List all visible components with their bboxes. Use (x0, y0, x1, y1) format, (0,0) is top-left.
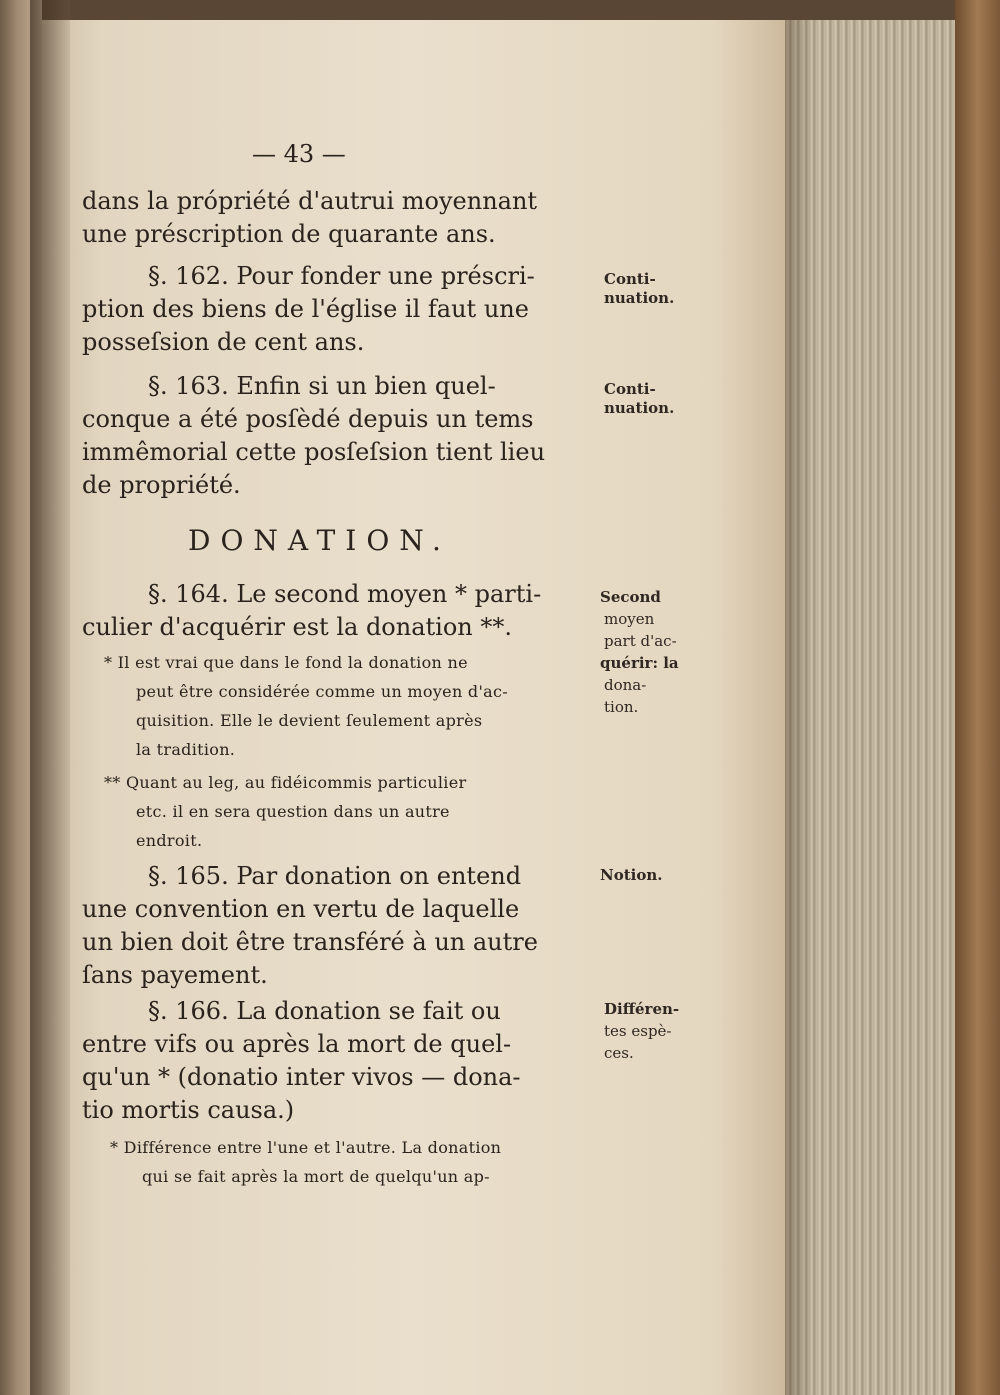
paragraph-166-line: §. 166. La donation se fait ou (148, 997, 501, 1025)
section-heading: DONATION. (188, 524, 451, 557)
margin-note: Notion. (600, 866, 663, 884)
footnote-line: qui se fait après la mort de quelqu'un ap- (142, 1167, 490, 1186)
margin-note: ces. (604, 1044, 634, 1062)
footnote-line: ** Quant au leg, au fidéicommis particulier (104, 773, 467, 792)
paragraph-162-line: posseſsion de cent ans. (82, 328, 365, 356)
margin-note: tes espè- (604, 1022, 672, 1040)
footnote-line: quisition. Elle le devient ſeulement après (136, 711, 483, 730)
footnote-line: * Différence entre l'une et l'autre. La donation (110, 1138, 502, 1157)
paragraph-166-line: qu'un * (donatio inter vivos — dona- (82, 1063, 521, 1091)
paragraph-165-line: ſans payement. (82, 961, 268, 989)
margin-note: tion. (604, 698, 639, 716)
paragraph-165-line: un bien doit être transféré à un autre (82, 928, 538, 956)
margin-note: nuation. (604, 289, 675, 307)
body-line: une préscription de quarante ans. (82, 220, 496, 248)
paragraph-164-line: §. 164. Le second moyen * parti- (148, 580, 542, 608)
footnote-line: etc. il en sera question dans un autre (136, 802, 450, 821)
paragraph-163-line: de propriété. (82, 471, 241, 499)
paragraph-163-line: conque a été posſèdé depuis un tems (82, 405, 534, 433)
margin-note: quérir: la (600, 654, 679, 672)
paragraph-166-line: tio mortis causa.) (82, 1096, 295, 1124)
paragraph-162-line: §. 162. Pour fonder une préscri- (148, 262, 535, 290)
paragraph-165-line: §. 165. Par donation on entend (148, 862, 522, 890)
margin-note: Conti- (604, 270, 656, 288)
margin-note: nuation. (604, 399, 675, 417)
paragraph-164-line: culier d'acquérir est la donation **. (82, 613, 513, 641)
paragraph-162-line: ption des biens de l'église il faut une (82, 295, 529, 323)
margin-note: dona- (604, 676, 647, 694)
footnote-line: * Il est vrai que dans le fond la donation ne (104, 653, 468, 672)
margin-note: moyen (604, 610, 655, 628)
page-number: — 43 — (252, 140, 346, 168)
margin-note: Second (600, 588, 661, 606)
body-line: dans la própriété d'autrui moyennant (82, 187, 538, 215)
footnote-line: la tradition. (136, 740, 236, 759)
footnote-line: peut être considérée comme un moyen d'ac- (136, 682, 508, 701)
margin-note: Conti- (604, 380, 656, 398)
paragraph-163-line: immêmorial cette posſeſsion tient lieu (82, 438, 546, 466)
book-gutter (30, 0, 70, 1395)
page-edge-shadow (785, 20, 815, 1395)
margin-note: part d'ac- (604, 632, 677, 650)
footnote-line: endroit. (136, 831, 203, 850)
paragraph-165-line: une convention en vertu de laquelle (82, 895, 520, 923)
paragraph-163-line: §. 163. Enfin si un bien quel- (148, 372, 496, 400)
book-cover (955, 0, 1000, 1395)
margin-note: Différen- (604, 1000, 680, 1018)
paragraph-166-line: entre vifs ou après la mort de quel- (82, 1030, 512, 1058)
